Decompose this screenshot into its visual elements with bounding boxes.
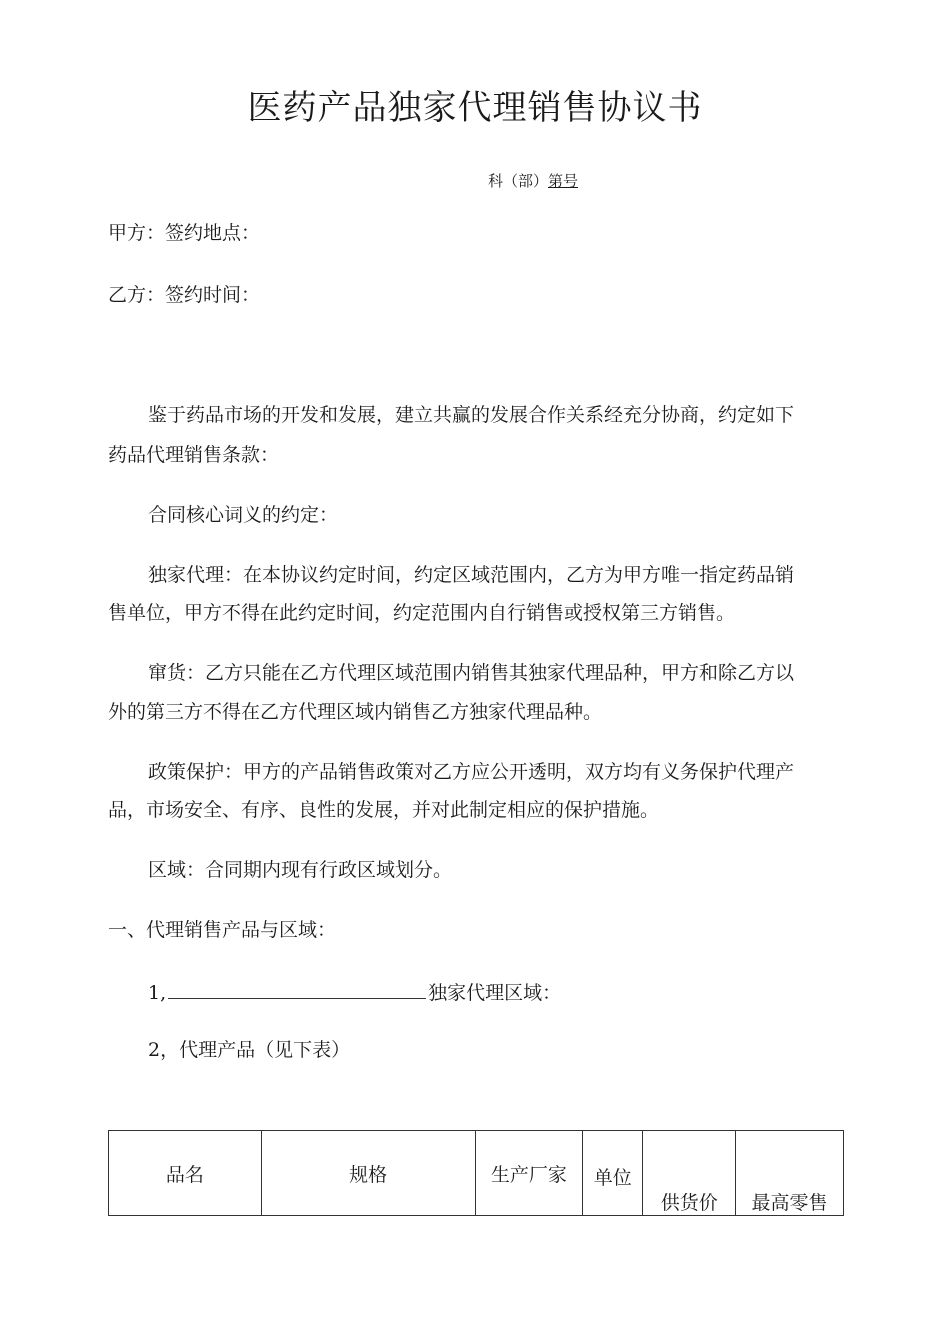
header-supply-price: 供货价 [643, 1131, 736, 1216]
cross-selling-line2: 外的第三方不得在乙方代理区域内销售乙方独家代理品种。 [108, 701, 603, 723]
item-1-prefix: 1, [148, 982, 167, 1004]
region-blank-field [168, 980, 426, 999]
product-table [108, 1130, 844, 1216]
intro-paragraph-line1: 鉴于药品市场的开发和发展，建立共赢的发展合作关系经充分协商，约定如下 [148, 404, 795, 426]
header-product-name: 品名 [109, 1131, 262, 1216]
reference-suffix: 第号 [548, 172, 579, 190]
reference-prefix: 科（部） [488, 172, 549, 190]
core-terms-heading: 合同核心词义的约定： [148, 504, 339, 526]
cross-selling-line1: 窜货：乙方只能在乙方代理区域范围内销售其独家代理品种，甲方和除乙方以 [148, 662, 795, 684]
document-title: 医药产品独家代理销售协议书 [247, 88, 703, 128]
header-manufacturer: 生产厂家 [475, 1131, 583, 1216]
exclusive-agency-line2: 售单位，甲方不得在此约定时间，约定范围内自行销售或授权第三方销售。 [108, 602, 736, 624]
policy-protection-line2: 品，市场安全、有序、良性的发展，并对此制定相应的保护措施。 [108, 799, 660, 821]
exclusive-agency-line1: 独家代理：在本协议约定时间，约定区域范围内，乙方为甲方唯一指定药品销 [148, 564, 795, 586]
header-max-retail: 最高零售 [736, 1131, 844, 1216]
party-a-line: 甲方：签约地点： [108, 222, 261, 244]
reference-number [488, 170, 578, 191]
item-2-line: 2，代理产品（见下表） [148, 1039, 351, 1061]
section-1-heading: 一、代理销售产品与区域： [108, 919, 337, 941]
item-1-suffix: 独家代理区域： [428, 982, 562, 1004]
region-definition: 区域：合同期内现有行政区域划分。 [148, 859, 453, 881]
policy-protection-line1: 政策保护：甲方的产品销售政策对乙方应公开透明，双方均有义务保护代理产 [148, 761, 795, 783]
header-unit: 单位 [583, 1131, 643, 1216]
table-header-row [109, 1131, 844, 1216]
intro-paragraph-line2: 药品代理销售条款： [108, 444, 280, 466]
header-specification: 规格 [261, 1131, 475, 1216]
item-1-line [148, 978, 561, 1005]
party-b-line: 乙方：签约时间： [108, 284, 261, 306]
